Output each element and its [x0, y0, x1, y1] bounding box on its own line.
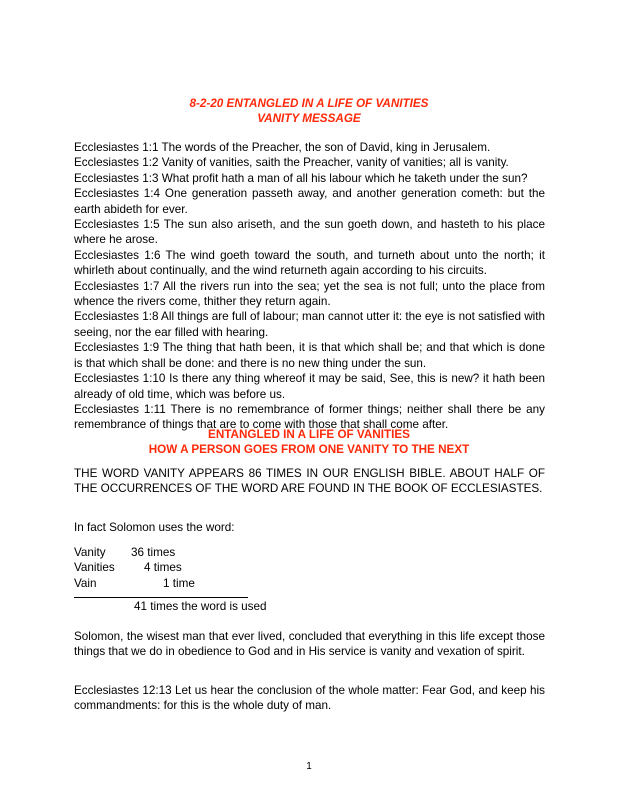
- verse-list: [74, 140, 545, 433]
- verse: Ecclesiastes 1:6 The wind goeth toward the south, and turneth about unto the north; it whirleth about continually, and the wind returneth again according to his circuits.: [74, 248, 545, 278]
- section-heading-line-1: ENTANGLED IN A LIFE OF VANITIES: [208, 428, 410, 441]
- page-title: [0, 96, 618, 127]
- vanity-occurrence-paragraph: THE WORD VANITY APPEARS 86 TIMES IN OUR ENGLISH BIBLE. ABOUT HALF OF THE OCCURRENCES OF THE WORD ARE FOUND IN THE BOOK OF ECCLESIASTES.: [74, 467, 545, 496]
- verse: Ecclesiastes 1:2 Vanity of vanities, saith the Preacher, vanity of vanities; all is vanity.: [74, 156, 509, 170]
- verse: Ecclesiastes 1:9 The thing that hath been, it is that which shall be; and that which is done is that which shall be done: and there is no new thing under the sun.: [74, 341, 545, 370]
- verse: Ecclesiastes 1:5 The sun also ariseth, and the sun goeth down, and hasteth to his place where he arose.: [74, 218, 545, 247]
- solomon-conclusion-paragraph: Solomon, the wisest man that ever lived, concluded that everything in this life except those things that we do in obedience to God and in His service is vanity and vexation of spirit.: [74, 630, 545, 659]
- verse: Ecclesiastes 1:1 The words of the Preacher, the son of David, king in Jerusalem.: [74, 141, 491, 154]
- verse: Ecclesiastes 1:4 One generation passeth away, and another generation cometh: but the earth abideth for ever.: [74, 187, 545, 216]
- solomon-usage-intro: In fact Solomon uses the word:: [74, 521, 235, 534]
- count-word: Vanity: [74, 546, 106, 559]
- verse: Ecclesiastes 1:8 All things are full of labour; man cannot utter it: the eye is not satisfied with seeing, nor the ear filled with hearing.: [74, 310, 545, 339]
- sum-rule-line: [74, 597, 248, 598]
- page-number: 1: [306, 761, 312, 772]
- ecclesiastes-12-13-paragraph: Ecclesiastes 12:13 Let us hear the conclusion of the whole matter: Fear God, and keep his commandments: for this is the whole duty of man.: [74, 684, 545, 713]
- count-times: 36 times: [131, 546, 176, 559]
- count-row: [74, 576, 374, 591]
- count-times: 1 time: [163, 576, 195, 590]
- verse: Ecclesiastes 1:7 All the rivers run into the sea; yet the sea is not full; unto the place from whence the rivers come, thither they return again.: [74, 279, 545, 309]
- count-row: [74, 560, 374, 575]
- verse: Ecclesiastes 1:3 What profit hath a man of all his labour which he taketh under the sun?: [74, 171, 528, 185]
- count-row: [74, 545, 374, 560]
- count-total: 41 times the word is used: [134, 600, 267, 613]
- count-word: Vanities: [74, 561, 115, 575]
- verse: Ecclesiastes 1:10 Is there any thing whereof it may be said, See, this is new? it hath been already of old time, which was before us.: [74, 372, 545, 401]
- word-count-list: [74, 545, 374, 591]
- section-heading-line-2: HOW A PERSON GOES FROM ONE VANITY TO THE NEXT: [148, 443, 470, 457]
- title-line-1: 8-2-20 ENTANGLED IN A LIFE OF VANITIES: [189, 97, 429, 110]
- title-line-2: VANITY MESSAGE: [257, 112, 361, 126]
- verse: Ecclesiastes 1:11 There is no remembrance of former things; neither shall there be any remembrance of things that are to come with those that shall come after.: [74, 402, 545, 432]
- count-times: 4 times: [144, 561, 182, 575]
- section-heading: [0, 427, 618, 458]
- count-word: Vain: [74, 576, 97, 590]
